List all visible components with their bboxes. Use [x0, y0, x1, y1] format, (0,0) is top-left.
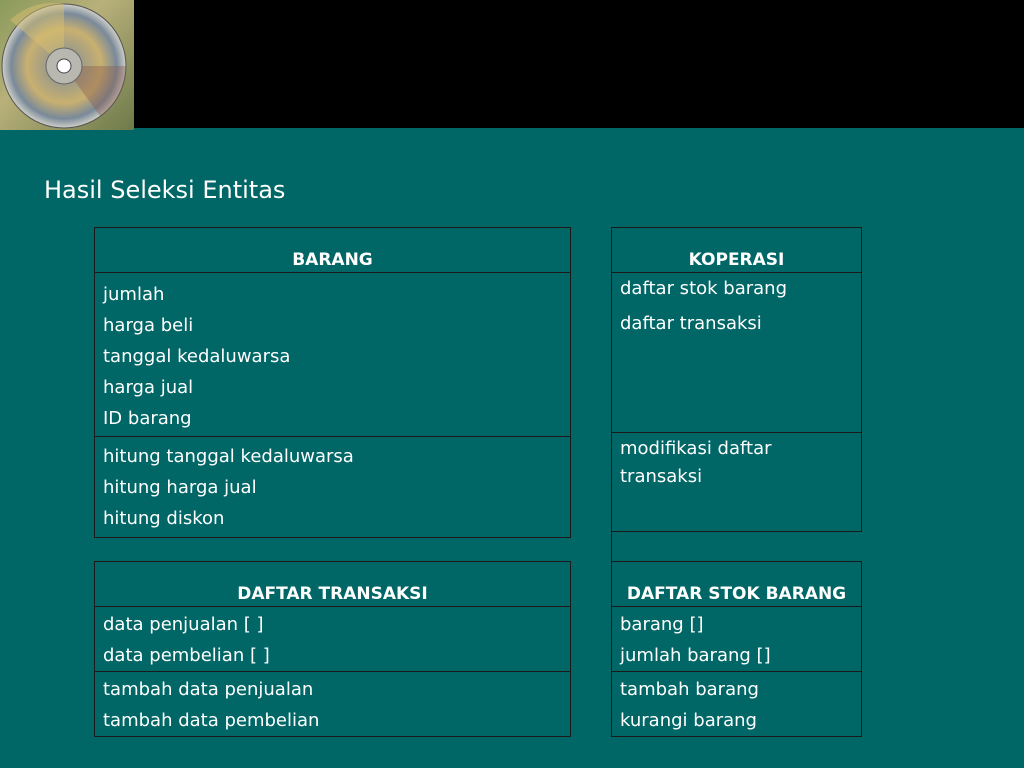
class-daftar-transaksi-attributes: [95, 607, 571, 672]
class-daftar-transaksi-methods: [95, 672, 571, 737]
cd-disc-image: [0, 0, 134, 130]
class-daftar-stok-barang-name: DAFTAR STOK BARANG: [612, 562, 862, 607]
class-koperasi-methods: [612, 433, 862, 532]
attribute: data penjualan [ ]: [103, 614, 264, 635]
attribute: ID barang: [103, 408, 192, 429]
class-daftar-stok-barang-methods: [612, 672, 862, 737]
attribute: jumlah: [103, 284, 165, 305]
attribute: jumlah barang []: [620, 645, 771, 666]
slide-title: Hasil Seleksi Entitas: [44, 176, 286, 204]
class-koperasi-name: KOPERASI: [612, 228, 862, 273]
attribute: data pembelian [ ]: [103, 645, 270, 666]
class-daftar-transaksi: [94, 561, 571, 737]
method: tambah data pembelian: [103, 710, 320, 731]
method: tambah barang: [620, 679, 759, 700]
attribute: harga beli: [103, 315, 194, 336]
attribute: daftar transaksi: [620, 313, 762, 334]
class-daftar-transaksi-name: DAFTAR TRANSAKSI: [95, 562, 571, 607]
attribute: harga jual: [103, 377, 194, 398]
class-barang-methods: [95, 437, 571, 538]
attribute: tanggal kedaluwarsa: [103, 346, 291, 367]
method: modifikasi daftar transaksi: [620, 438, 772, 487]
attribute: barang []: [620, 614, 704, 635]
class-barang-attributes: [95, 273, 571, 437]
class-daftar-stok-barang-attributes: [612, 607, 862, 672]
class-barang: [94, 227, 571, 538]
attribute: daftar stok barang: [620, 278, 788, 299]
method: kurangi barang: [620, 710, 757, 731]
class-koperasi: [611, 227, 862, 532]
class-koperasi-attributes: [612, 273, 862, 433]
divider-line: [611, 528, 612, 561]
class-daftar-stok-barang: [611, 561, 862, 737]
method: hitung tanggal kedaluwarsa: [103, 446, 354, 467]
method: hitung diskon: [103, 508, 225, 529]
method: hitung harga jual: [103, 477, 257, 498]
header-bar: [0, 0, 1024, 128]
class-barang-name: BARANG: [95, 228, 571, 273]
method: tambah data penjualan: [103, 679, 314, 700]
